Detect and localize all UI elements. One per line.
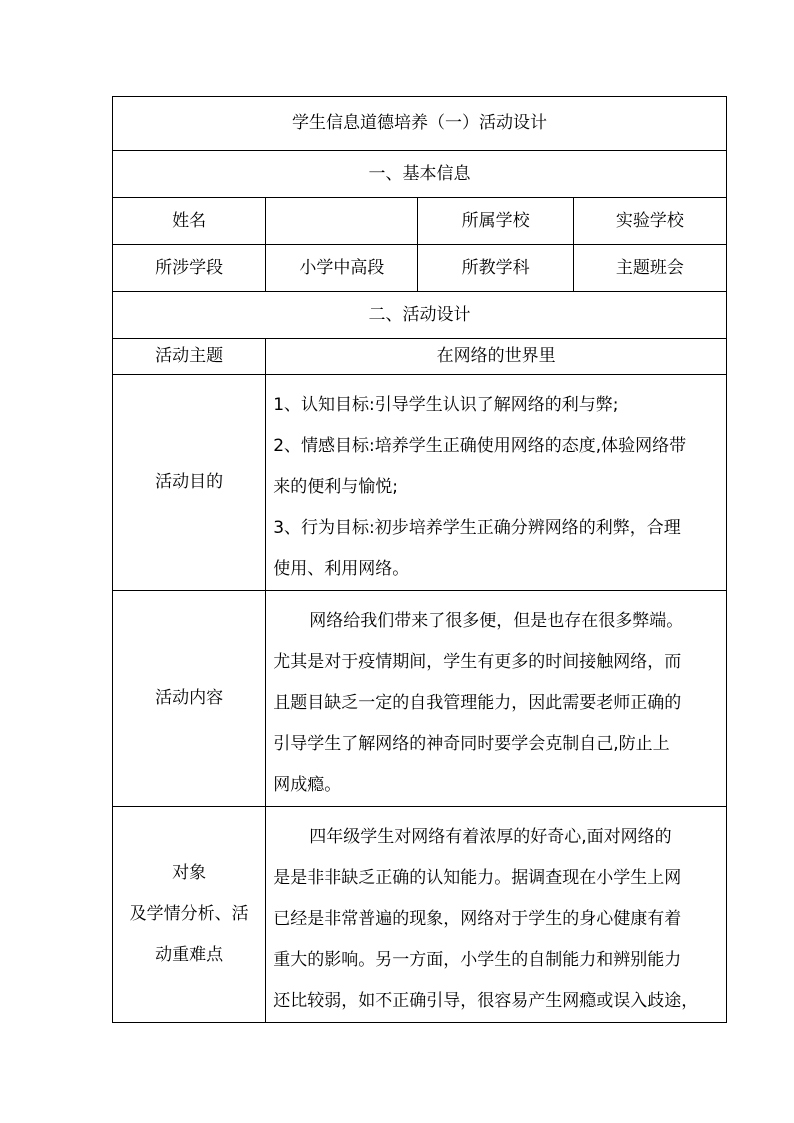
content-line: 网络给我们带来了很多便，但是也存在很多弊端。 — [309, 611, 684, 631]
content-line: 引导学生了解网络的神奇同时要学会克制自己,防止上 — [273, 734, 670, 754]
goal-label: 活动目的 — [113, 375, 266, 591]
stage-value: 小学中高段 — [266, 245, 418, 292]
subject-label: 所教学科 — [418, 245, 573, 292]
content-label: 活动内容 — [113, 591, 266, 807]
stage-label: 所涉学段 — [113, 245, 266, 292]
goal-line: 1、认知目标:引导学生认识了解网络的利与弊; — [273, 395, 619, 415]
section-basic-info-heading: 一、基本信息 — [113, 151, 727, 198]
name-label: 姓名 — [113, 198, 266, 245]
goal-line: 来的便利与愉悦; — [273, 477, 398, 497]
analysis-text — [266, 807, 727, 1023]
name-value — [266, 198, 418, 245]
subject-value: 主题班会 — [573, 245, 726, 292]
content-line: 网成瘾。 — [273, 775, 342, 795]
analysis-label-line: 及学情分析、活 — [129, 904, 249, 924]
analysis-line: 重大的影响。另一方面，小学生的自制能力和辨别能力 — [273, 950, 682, 970]
theme-label: 活动主题 — [113, 339, 266, 375]
theme-value: 在网络的世界里 — [266, 339, 727, 375]
activity-design-table — [112, 96, 727, 1023]
content-line: 且题目缺乏一定的自我管理能力，因此需要老师正确的 — [273, 693, 682, 713]
goal-line: 3、行为目标:初步培养学生正确分辨网络的利弊，合理 — [273, 518, 681, 538]
goal-line: 2、情感目标:培养学生正确使用网络的态度,体验网络带 — [273, 436, 687, 456]
analysis-line: 已经是非常普遍的现象，网络对于学生的身心健康有着 — [273, 909, 682, 929]
goal-line: 使用、利用网络。 — [273, 559, 410, 579]
analysis-label-line: 动重难点 — [155, 945, 224, 965]
analysis-label — [113, 807, 266, 1023]
school-label: 所属学校 — [418, 198, 573, 245]
document-title: 学生信息道德培养（一）活动设计 — [113, 97, 727, 151]
section-activity-design-heading: 二、活动设计 — [113, 292, 727, 339]
content-line: 尤其是对于疫情期间，学生有更多的时间接触网络，而 — [273, 652, 682, 672]
content-text — [266, 591, 727, 807]
analysis-line: 还比较弱，如不正确引导，很容易产生网瘾或误入歧途， — [273, 991, 699, 1011]
analysis-label-line: 对象 — [172, 863, 207, 883]
analysis-line: 四年级学生对网络有着浓厚的好奇心,面对网络的 — [309, 827, 672, 847]
analysis-line: 是是非非缺乏正确的认知能力。据调查现在小学生上网 — [273, 868, 682, 888]
goal-text — [266, 375, 727, 591]
school-value: 实验学校 — [573, 198, 726, 245]
